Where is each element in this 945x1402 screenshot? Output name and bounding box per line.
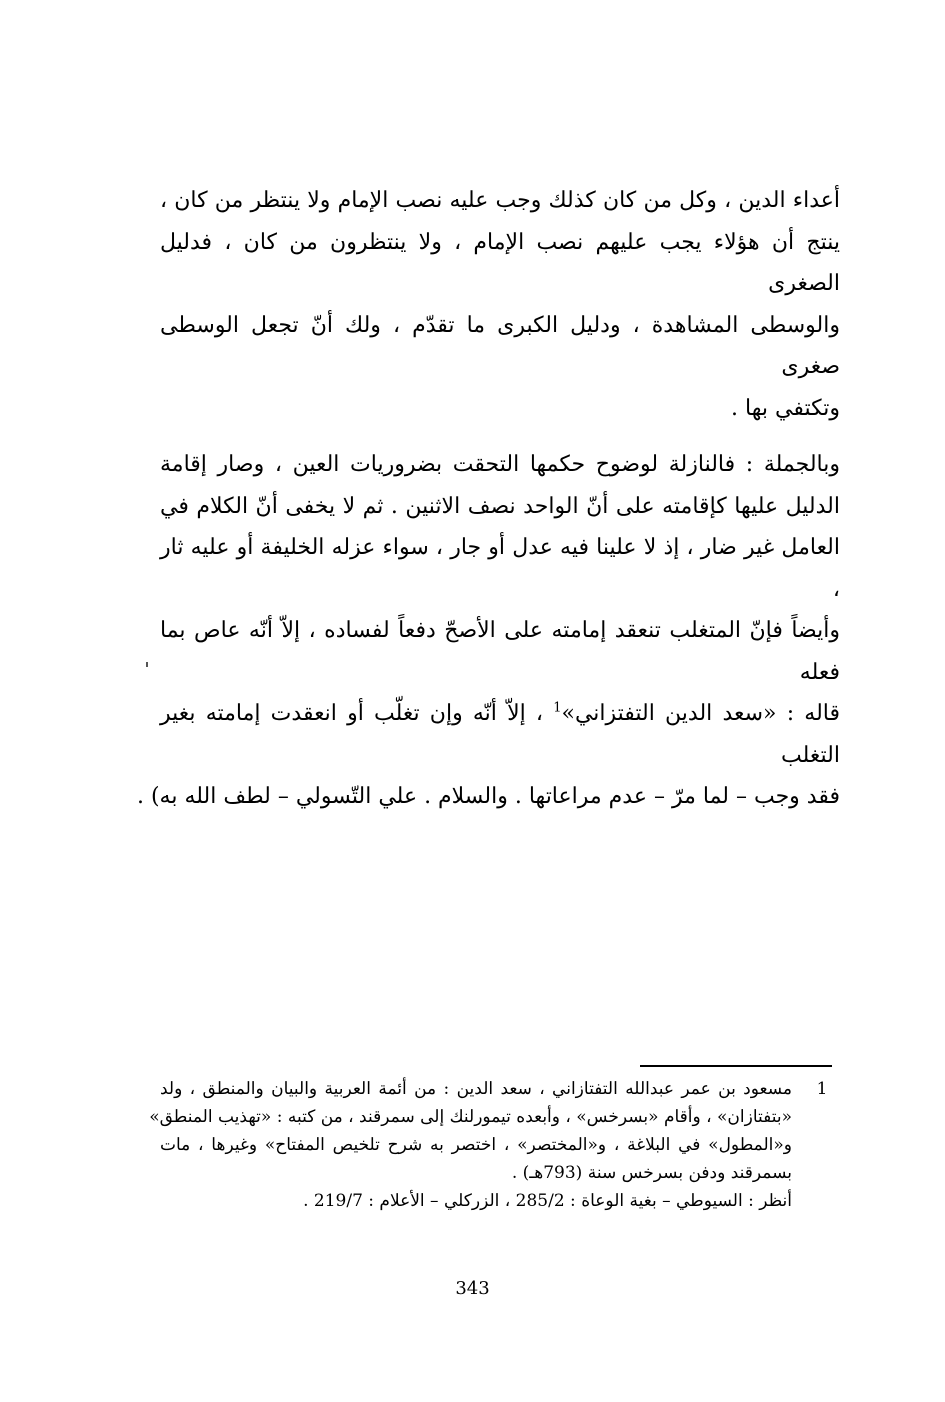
text-line: وبالجملة : فالنازلة لوضوح حكمها التحقت بضروريات العين ، وصار إقامة (160, 452, 840, 477)
footnote-line: بسمرقند ودفن بسرخس سنة (793هـ) . (511, 1163, 792, 1183)
footnote-line: أنظر : السيوطي – بغية الوعاة : 285/2 ، الزركلي – الأعلام : 219/7 . (303, 1191, 792, 1211)
text-line: ينتج أن هؤلاء يجب عليهم نصب الإمام ، ولا ينتظرون من كان ، فدليل الصغرى (160, 229, 840, 296)
text-fragment: ، إلاّ أنّه وإن تغلّب أو انعقدت إمامته بغير التغلب (160, 701, 840, 768)
text-line: فقد وجب – لما مرّ – عدم مراعاتها . والسلام . علي التّسولي – لطف الله به) . (136, 784, 840, 809)
footnote-separator (640, 1065, 832, 1067)
footnote-number: 1 (816, 1079, 828, 1099)
text-line: العامل غير ضار ، إذ لا علينا فيه عدل أو جار ، سواء عزله الخليفة أو عليه ثار ، (160, 535, 840, 602)
text-line (160, 693, 840, 776)
quoted-name: قاله : «سعد الدين التفتزاني» (561, 701, 840, 726)
text-line: والوسطى المشاهدة ، ودليل الكبرى ما تقدّم ، ولك أنّ تجعل الوسطى صغرى (160, 312, 840, 379)
footnote-line: «بتفتازان» ، وأقام «بسرخس» ، وأبعده تيمورلنك إلى سمرقند ، من كتبه : «تهذيب المنطق» (149, 1107, 792, 1127)
scan-speck (146, 662, 148, 667)
paragraph (136, 444, 840, 818)
footnotes (149, 1075, 832, 1215)
page-number: 343 (455, 1278, 490, 1299)
text-line: الدليل عليها كإقامته على أنّ الواحد نصف الاثنين . ثم لا يخفى أنّ الكلام في (160, 493, 840, 519)
text-line: وتكتفي بها . (731, 395, 840, 421)
footnote-line: مسعود بن عمر عبدالله التفتازاني ، سعد الدين : من أئمة العربية والبيان والمنطق ، ولد (160, 1079, 792, 1099)
main-text (136, 180, 840, 818)
footnote-reference: 1 (553, 700, 562, 716)
footnote-body (149, 1075, 792, 1215)
footnote-line: و«المطول» في البلاغة ، و«المختصر» ، اختصر به شرح تلخيص المفتاح» وغيرها ، مات (160, 1135, 792, 1155)
text-line: وأيضاً فإنّ المتغلب تنعقد إمامته على الأصحّ دفعاً لفساده ، إلاّ أنّه عاص بما فعله (160, 618, 840, 685)
text-line: أعداء الدين ، وكل من كان كذلك وجب عليه نصب الإمام ولا ينتظر من كان ، (160, 188, 840, 213)
